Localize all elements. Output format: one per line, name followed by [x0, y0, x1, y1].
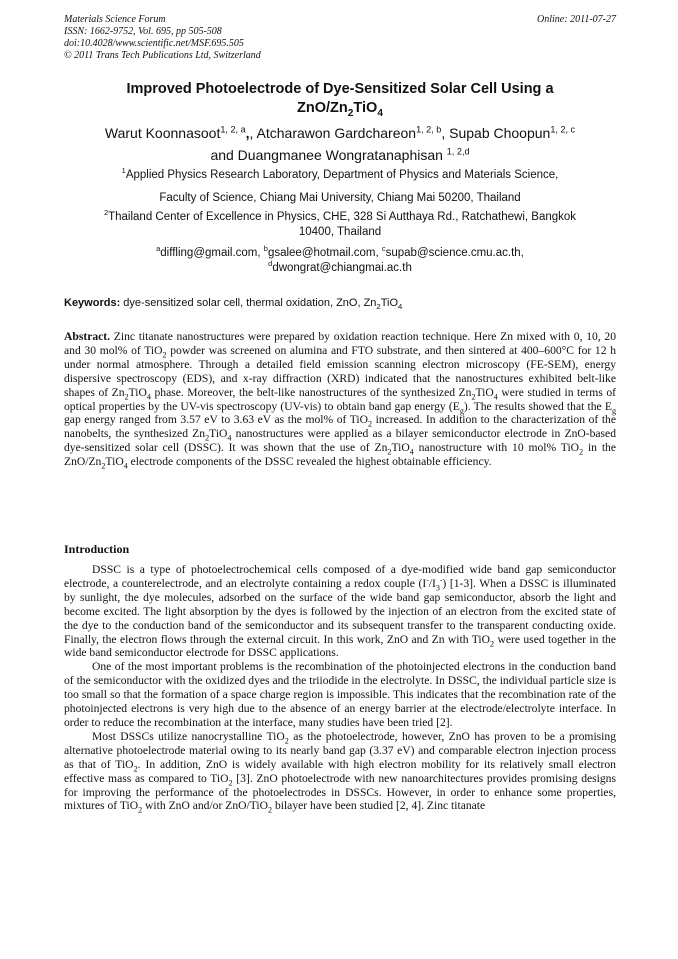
section-heading-introduction: Introduction: [64, 542, 130, 556]
subscript: 4: [146, 391, 151, 401]
email-mark: b: [263, 244, 268, 254]
author-name: , Supab Choopun: [441, 125, 551, 141]
intro-text: ) [1-3]. When a DSSC is illuminated by sunlight, the dye molecules, adsorbed on the surface of the wide band gap semiconductor, absorb the light and become excited. The light absorption by the dyes is followed by the injection of an electron from the excited state of the dye to the conduction band of the semiconductor and its subsequent transfer to the transparent conducting oxide. Finally, the electron flows through the external circuit. In this work, ZnO and Zn with TiO: [64, 576, 616, 646]
intro-text: . In addition, ZnO is widely available with high electron mobility for its relatively small electron effective mass as compared to TiO: [64, 757, 616, 785]
subscript: 2: [284, 736, 289, 746]
subscript: 2: [133, 764, 138, 773]
affiliation-2-line-2: [64, 225, 616, 240]
subscript: 2: [579, 447, 584, 457]
subscript: 2: [471, 391, 476, 401]
affiliation-2-line-1: [64, 210, 616, 225]
affil-text: Faculty of Science, Chiang Mai University, Chiang Mai 50200, Thailand: [159, 192, 521, 204]
email-link[interactable]: supab@science.cmu.ac.th,: [385, 247, 524, 259]
email-link[interactable]: diffling@gmail.com,: [160, 247, 264, 259]
subscript: 2: [387, 447, 392, 457]
author-name: , Atcharawon Gardchareon: [249, 125, 417, 141]
keywords-text: TiO: [380, 297, 399, 309]
abstract-label: Abstract.: [64, 330, 111, 343]
author-affil-mark: 1, 2,d: [446, 146, 470, 157]
abstract-text: TiO: [105, 455, 124, 469]
affil-text: Applied Physics Research Laboratory, Department of Physics and Materials Science,: [125, 169, 559, 181]
author-affil-mark: 1, 2, c: [550, 124, 576, 135]
journal-issn: ISSN: 1662-9752, Vol. 695, pp 505-508: [64, 26, 222, 37]
email-link[interactable]: gsalee@hotmail.com,: [267, 247, 382, 259]
subscript: 4: [409, 447, 414, 457]
subscript: 4: [493, 391, 498, 401]
subscript: 2: [205, 433, 210, 443]
email-list: [64, 246, 616, 276]
abstract-paragraph: [64, 330, 616, 469]
affil-text: Thailand Center of Excellence in Physics, CHE, 328 Si Autthaya Rd., Ratchathewi, Bangkok: [108, 211, 577, 223]
online-date: Online: 2011-07-27: [537, 14, 616, 25]
abstract-text: nanostructures were applied as a bilayer semiconductor electrode in ZnO-based dye-sensitized solar cell (DSSC). It was shown that the use of Zn: [64, 427, 616, 455]
subscript: 3: [435, 583, 440, 593]
email-line-2: [64, 261, 616, 276]
authors-line-1: Warut Koonnasoot$^{1, 2, a}$,, Atcharawon Gardchareon$^{1, 2, b}$, Supab Choopun$^{1, 2, c}$: [104, 124, 576, 141]
abstract: [64, 330, 616, 469]
title-part: TiO: [353, 100, 378, 116]
subscript: 4: [123, 461, 128, 471]
subscript: 2: [138, 805, 143, 815]
email-mark: c: [381, 244, 386, 254]
introduction-body: [64, 563, 616, 813]
superscript: -: [439, 575, 443, 585]
author-list: [64, 122, 616, 166]
superscript: -: [426, 575, 429, 585]
subscript: g: [611, 405, 616, 415]
intro-paragraph-1: [64, 563, 616, 660]
intro-text: One of the most important problems is the recombination of the photoinjected electrons in the conduction band of the semiconductor with the oxidized dyes and the triiodide in the electrolyte. In DSSC, the individual particle size is too small so that the formation of a space charge region is impossible. This indicates that the recombination rate of the photoinjected electrons is very high due to the absence of an energy barrier at the electrode/electrolyte interface. In order to reduce the recombination at the interface, many studies have been tried [2].: [64, 660, 616, 729]
abstract-text: phase. Moreover, the belt-like nanostructures of the synthesized Zn: [150, 385, 472, 399]
title-subscript: 2: [347, 107, 354, 119]
intro-text: were used together in the wide band semiconductor electrode for DSSC applications.: [64, 632, 617, 660]
intro-text: with ZnO and/or ZnO/TiO: [142, 799, 268, 813]
abstract-text: powder was screened on alumina and FTO substrate, and then sintered at 400–600°C for 12 h under normal atmosphere. Through a detailed field emission scanning electron microscopy (FE-SEM), energy dispersive spectroscopy (EDS), and x-ray diffraction (XRD) indicated that the nanostructures exhibited belt-like shapes of Zn: [64, 343, 616, 399]
abstract-text: TiO: [391, 441, 410, 455]
email-line-1: [64, 246, 616, 261]
keywords-subscript: 4: [398, 302, 403, 312]
abstract-text: ). The results showed that the E: [463, 399, 612, 413]
author-affil-mark: 1, 2, a: [220, 124, 246, 135]
abstract-text: increased. In addition to the characterization of the nanobelts, the synthesized Zn: [64, 413, 616, 441]
journal-name: Materials Science Forum: [64, 14, 166, 25]
abstract-text: TiO: [209, 427, 228, 441]
journal-header: [64, 14, 616, 62]
intro-text: [3]. ZnO photoelectrode with new nanoarchitectures provides promising designs for improving the performance of the photoelectrodes in DSSCs. However, in order to enhance some properties, mixtures of TiO: [64, 771, 616, 813]
paper-title: [64, 80, 616, 118]
journal-doi: doi:10.4028/www.scientific.net/MSF.695.505: [64, 38, 244, 49]
subscript: 2: [490, 638, 495, 648]
abstract-text: electrode components of the DSSC revealed the highest obtainable efficiency.: [127, 455, 492, 469]
subscript: 2: [162, 350, 167, 360]
affiliation-2: [64, 210, 616, 240]
abstract-text: TiO: [128, 385, 147, 399]
subscript: 2: [124, 391, 129, 401]
abstract-text: in the ZnO/Zn: [64, 441, 616, 469]
title-line-1: Improved Photoelectrode of Dye-Sensitized Solar Cell Using a: [126, 81, 554, 97]
affiliation-1-line-2: [64, 191, 616, 206]
intro-text: bilayer have been studied [2, 4]. Zinc titanate: [272, 799, 486, 813]
affil-mark: 1: [121, 166, 126, 176]
subscript: 2: [101, 461, 106, 471]
subscript: 2: [267, 805, 273, 815]
author-affil-mark: 1, 2, b: [416, 124, 442, 135]
author-name: Warut Koonnasoot: [104, 125, 221, 141]
title-part: ZnO/Zn: [297, 100, 348, 116]
intro-text: /I: [428, 576, 436, 590]
subscript: 4: [227, 433, 232, 443]
intro-paragraph-3: [64, 730, 616, 813]
abstract-text: gap energy ranged from 3.57 eV to 3.63 eV as the mol% of TiO: [64, 413, 369, 427]
email-mark: a: [156, 244, 161, 254]
title-line-2: [64, 99, 616, 118]
title-subscript: 4: [377, 107, 383, 119]
intro-text: Most DSSCs utilize nanocrystalline TiO: [92, 729, 285, 743]
affiliation-1: [64, 168, 616, 206]
journal-copyright: © 2011 Trans Tech Publications Ltd, Switzerland: [64, 50, 261, 61]
subscript: g: [459, 405, 464, 415]
keywords: [64, 296, 616, 310]
abstract-text: were studied in terms of optical properties by the UV-vis spectroscopy (UV-vis) to obtain band gap energy (E: [64, 385, 616, 413]
keywords-subscript: 2: [376, 302, 381, 312]
email-mark: d: [268, 259, 273, 269]
affil-text: 10400, Thailand: [298, 226, 382, 238]
abstract-text: TiO: [475, 385, 494, 399]
authors-line-2: [64, 144, 616, 166]
affil-mark: 2: [103, 208, 109, 218]
keywords-text: dye-sensitized solar cell, thermal oxidation, ZnO, Zn: [120, 297, 377, 309]
intro-text: DSSC is a type of photoelectrochemical cells composed of a dye-modified wide band gap semiconductor electrode, a counterelectrode, and an electrolyte containing a redox couple (I: [64, 563, 616, 590]
abstract-text: Zinc titanate nanostructures were prepared by oxidation reaction technique. Here Zn mixed with 0, 10, 20 and 30 mol% of TiO: [64, 330, 616, 357]
author-name: and Duangmanee Wongratanaphisan: [210, 147, 447, 163]
keywords-label: Keywords:: [64, 297, 121, 309]
affiliation-1-line-1: [64, 168, 616, 183]
intro-paragraph-2: [64, 660, 616, 730]
email-link[interactable]: dwongrat@chiangmai.ac.th: [272, 262, 412, 274]
intro-text: as the photoelectrode, however, ZnO has proven to be a promising alternative photoelectrode material owing to its nearly band gap (3.37 eV) and comparable electron injection process as that of TiO: [64, 729, 616, 771]
abstract-text: nanostructure with 10 mol% TiO: [413, 441, 580, 455]
subscript: 2: [368, 419, 373, 429]
subscript: 2: [228, 777, 233, 787]
